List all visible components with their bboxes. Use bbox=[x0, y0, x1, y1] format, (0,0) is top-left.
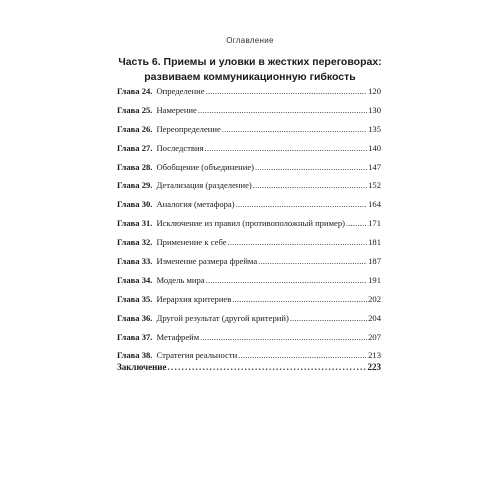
chapter-number: Глава 33. bbox=[117, 256, 153, 267]
page-number: 152 bbox=[368, 180, 381, 191]
chapter-number: Глава 26. bbox=[117, 123, 153, 134]
page-number: 204 bbox=[368, 312, 381, 323]
chapter-title: Обобщение (объединение) bbox=[156, 161, 255, 172]
conclusion-page-number: 223 bbox=[367, 362, 381, 372]
page-number: 181 bbox=[368, 237, 381, 248]
dot-leader bbox=[255, 158, 367, 177]
part-title-line-2: развиваем коммуникационную гибкость bbox=[144, 71, 356, 83]
chapter-title: Детализация (разделение) bbox=[156, 180, 252, 191]
dot-leader bbox=[232, 290, 367, 309]
dot-leader bbox=[253, 176, 367, 195]
chapter-number: Глава 24. bbox=[117, 86, 153, 96]
conclusion-row bbox=[117, 358, 381, 377]
running-head: Оглавление bbox=[226, 36, 274, 45]
toc-entry-chapter-33[interactable] bbox=[117, 252, 381, 271]
page-number: 191 bbox=[368, 274, 381, 285]
toc-entry-chapter-34[interactable] bbox=[117, 271, 381, 290]
toc-entry-chapter-30[interactable] bbox=[117, 195, 381, 214]
chapter-number: Глава 37. bbox=[117, 331, 153, 342]
chapter-title: Определение bbox=[156, 86, 205, 96]
chapter-number: Глава 30. bbox=[117, 199, 153, 210]
chapter-title: Стратегия реальности bbox=[156, 350, 238, 361]
toc-entry-chapter-31[interactable] bbox=[117, 214, 381, 233]
page-number: 130 bbox=[368, 104, 381, 115]
page-number: 135 bbox=[368, 123, 381, 134]
page-number: 164 bbox=[368, 199, 381, 210]
dot-leader bbox=[228, 233, 368, 252]
toc-entry-chapter-36[interactable] bbox=[117, 309, 381, 328]
dot-leader bbox=[200, 328, 367, 347]
dot-leader bbox=[206, 271, 367, 290]
page-number: 202 bbox=[368, 293, 381, 304]
toc-entry-chapter-27[interactable] bbox=[117, 139, 381, 158]
toc-entry-chapter-32[interactable] bbox=[117, 233, 381, 252]
page-number: 213 bbox=[368, 350, 381, 361]
chapter-title: Изменение размера фрейма bbox=[156, 256, 258, 267]
toc-entry-chapter-37[interactable] bbox=[117, 328, 381, 347]
chapter-number: Глава 28. bbox=[117, 161, 153, 172]
dot-leader bbox=[236, 195, 368, 214]
toc-entry-chapter-24[interactable] bbox=[117, 82, 381, 101]
dot-leader bbox=[205, 139, 368, 158]
chapter-number: Глава 29. bbox=[117, 180, 153, 191]
table-of-contents bbox=[117, 82, 381, 365]
chapter-title: Исключение из правил (противоположный пример) bbox=[156, 218, 345, 229]
chapter-number: Глава 35. bbox=[117, 293, 153, 304]
chapter-number: Глава 34. bbox=[117, 274, 153, 285]
chapter-title: Переопределение bbox=[156, 123, 221, 134]
toc-entry-chapter-35[interactable] bbox=[117, 290, 381, 309]
chapter-title: Намерение bbox=[156, 104, 197, 115]
chapter-title: Модель мира bbox=[156, 274, 205, 285]
toc-entry-conclusion[interactable] bbox=[117, 358, 381, 377]
page-number: 187 bbox=[368, 256, 381, 267]
page-number: 120 bbox=[368, 86, 381, 96]
chapter-number: Глава 25. bbox=[117, 104, 153, 115]
chapter-title: Метафрейм bbox=[156, 331, 200, 342]
dot-leader bbox=[206, 82, 368, 101]
chapter-title: Другой результат (другой критерий) bbox=[156, 312, 289, 323]
toc-entry-chapter-26[interactable] bbox=[117, 120, 381, 139]
conclusion-title: Заключение bbox=[117, 362, 167, 372]
chapter-title: Последствия bbox=[156, 142, 204, 153]
dot-leader bbox=[167, 358, 366, 377]
dot-leader bbox=[198, 101, 367, 120]
dot-leader bbox=[258, 252, 367, 271]
toc-entry-chapter-28[interactable] bbox=[117, 158, 381, 177]
part-title-line-1: Часть 6. Приемы и уловки в жестких переговорах: bbox=[118, 56, 382, 68]
chapter-title: Иерархия критериев bbox=[156, 293, 232, 304]
page-number: 207 bbox=[368, 331, 381, 342]
toc-entry-chapter-25[interactable] bbox=[117, 101, 381, 120]
page-number: 140 bbox=[368, 142, 381, 153]
chapter-title: Применение к себе bbox=[156, 237, 227, 248]
chapter-number: Глава 38. bbox=[117, 350, 153, 361]
part-title bbox=[0, 55, 500, 85]
dot-leader bbox=[222, 120, 367, 139]
page-number: 147 bbox=[368, 161, 381, 172]
chapter-number: Глава 32. bbox=[117, 237, 153, 248]
chapter-title: Аналогия (метафора) bbox=[156, 199, 235, 210]
toc-entry-chapter-29[interactable] bbox=[117, 176, 381, 195]
page-number: 171 bbox=[368, 218, 381, 229]
chapter-number: Глава 36. bbox=[117, 312, 153, 323]
dot-leader bbox=[290, 309, 367, 328]
chapter-number: Глава 31. bbox=[117, 218, 153, 229]
chapter-number: Глава 27. bbox=[117, 142, 153, 153]
dot-leader bbox=[346, 214, 367, 233]
